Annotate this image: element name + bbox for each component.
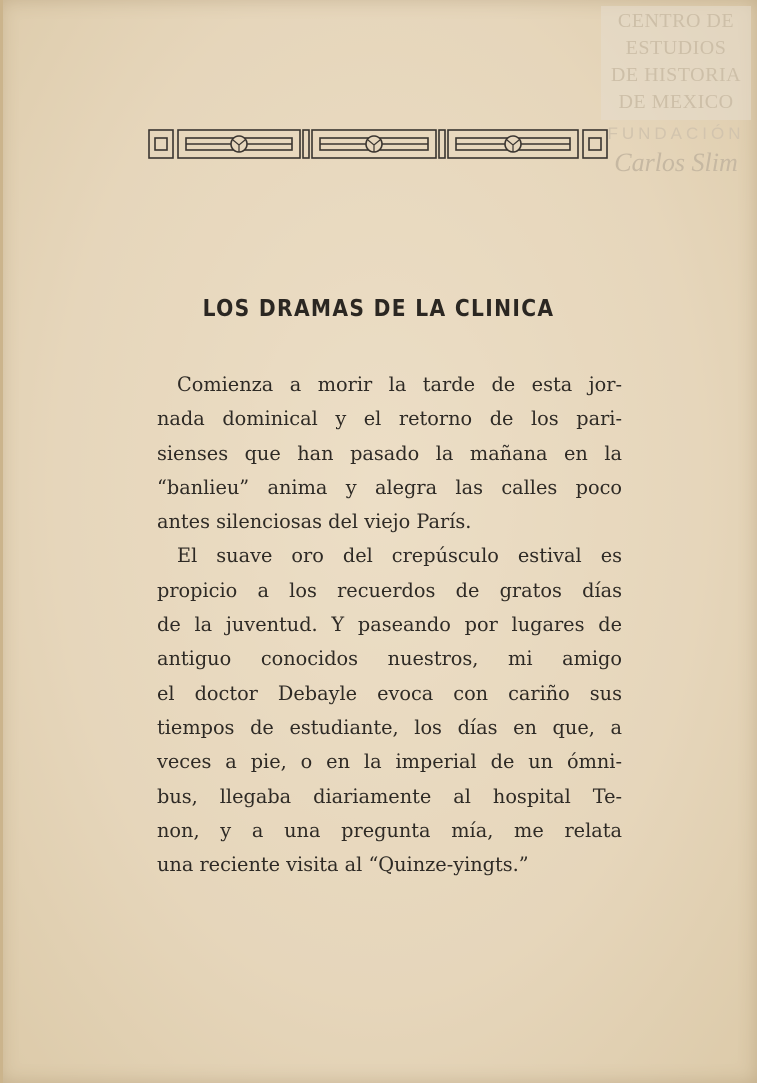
watermark-signature: Carlos Slim <box>614 148 738 177</box>
text-line: non, y a una pregunta mía, me relata <box>157 818 622 842</box>
watermark-line: DE MEXICO <box>618 91 734 113</box>
text-line: tiempos de estudiante, los días en que, a <box>157 715 622 739</box>
text-line: antiguo conocidos nuestros, mi amigo <box>157 647 622 671</box>
decorative-header-band-icon <box>148 126 608 162</box>
text-line: de la juventud. Y paseando por lugares de <box>157 613 622 637</box>
text-line: El suave oro del crepúsculo estival es <box>177 544 622 568</box>
body-text <box>157 368 622 882</box>
text-line: “banlieu” anima y alegra las calles poco <box>157 475 622 499</box>
text-line: antes silenciosas del viejo París. <box>157 510 472 534</box>
text-line: veces a pie, o en la imperial de un ómni- <box>157 750 622 774</box>
watermark-line: DE HISTORIA <box>610 64 742 86</box>
text-line: sienses que han pasado la mañana en la <box>157 441 622 465</box>
text-line: una reciente visita al “Quinze-yingts.” <box>157 853 529 877</box>
text-line: propicio a los recuerdos de gratos días <box>157 578 622 602</box>
watermark-line: ESTUDIOS <box>625 37 727 59</box>
text-line: el doctor Debayle evoca con cariño sus <box>157 681 622 705</box>
text-line: bus, llegaba diariamente al hospital Te- <box>157 784 622 808</box>
watermark-foundation: FUNDACIÓN <box>607 124 745 143</box>
page-title: LOS DRAMAS DE LA CLINICA <box>202 296 555 322</box>
text-line: Comienza a morir la tarde de esta jor- <box>177 373 622 396</box>
page-left-edge <box>0 0 3 1083</box>
watermark-line: CENTRO DE <box>617 10 735 32</box>
archive-watermark <box>601 6 751 178</box>
text-line: nada dominical y el retorno de los pari- <box>157 407 622 431</box>
watermark-institution <box>601 6 751 120</box>
